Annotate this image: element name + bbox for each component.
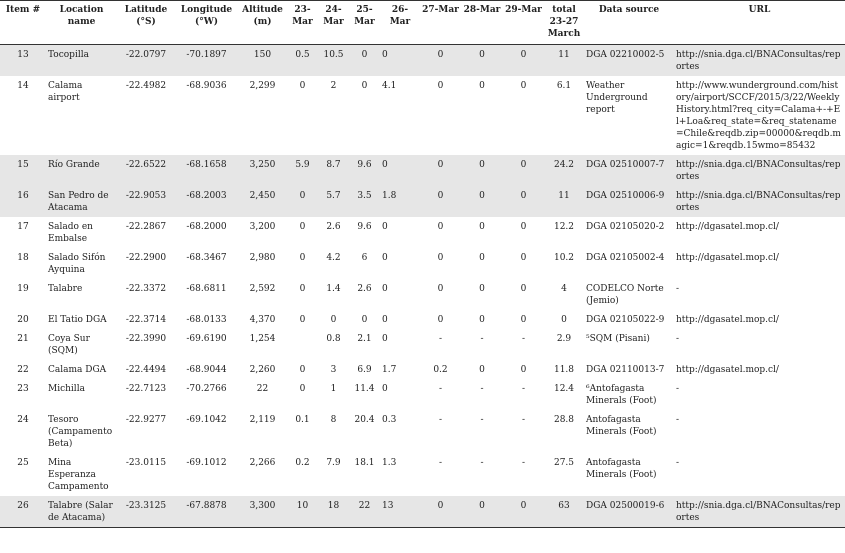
altitude-cell: 2,119 (249, 415, 276, 425)
altitude-cell: 1,254 (249, 334, 276, 344)
mar-27-cell: 0 (420, 496, 461, 528)
longitude-cell: -67.8878 (175, 496, 238, 528)
altitude-cell: 2,592 (249, 284, 276, 294)
header-total: total 23-27 March (544, 1, 584, 45)
data-source-cell: ⁶Antofagasta Minerals (Foot) (586, 384, 657, 406)
longitude-cell: -70.2766 (186, 384, 227, 394)
longitude-cell: -68.2000 (186, 222, 227, 232)
table-row (0, 410, 845, 453)
url-cell: http://dgasatel.mop.cl/ (676, 315, 779, 325)
mar-29-cell: - (521, 384, 526, 394)
mar-28-cell: 0 (479, 222, 485, 232)
mar-25-cell: 18.1 (354, 458, 375, 468)
item-number-cell: 14 (17, 81, 29, 91)
mar-29-cell: - (521, 334, 526, 344)
longitude-cell: -68.9036 (186, 81, 227, 91)
header-row (0, 1, 845, 45)
mar-23-cell: 0 (299, 365, 306, 375)
data-source-cell: DGA 02500019-6 (584, 496, 674, 528)
url-cell: http://snia.dga.cl/BNAConsultas/reportes (674, 45, 845, 77)
mar-25-cell: 22 (349, 496, 380, 528)
longitude-cell: -68.9044 (186, 365, 227, 375)
altitude-cell: 4,370 (249, 315, 276, 325)
mar-27-cell: - (438, 384, 443, 394)
mar-27-cell: 0 (437, 81, 444, 91)
total-cell: 12.4 (553, 384, 575, 394)
table-row (0, 329, 845, 360)
mar-28-cell: 0 (461, 45, 503, 77)
location-name-cell: Tesoro (Campamento Beta) (48, 415, 113, 449)
data-source-cell: Weather Underground report (586, 81, 648, 115)
mar-26-cell: 0 (382, 222, 388, 232)
mar-23-cell: 0 (299, 222, 306, 232)
mar-29-cell: 0 (520, 284, 527, 294)
table-row (0, 310, 845, 329)
mar-24-cell: 5.7 (318, 186, 349, 217)
mar-25-cell: 0 (361, 81, 368, 91)
mar-26-cell: 0 (382, 315, 388, 325)
data-source-cell: DGA 02110013-7 (586, 365, 665, 375)
table-row (0, 279, 845, 310)
mar-28-cell: - (480, 458, 484, 468)
mar-23-cell: 0 (299, 284, 306, 294)
url-cell: http://dgasatel.mop.cl/ (676, 222, 779, 232)
mar-29-cell: 0 (520, 365, 527, 375)
latitude-cell: -22.4494 (125, 365, 167, 375)
table-row (0, 186, 845, 217)
url-cell: http://snia.dga.cl/BNAConsultas/reportes (674, 155, 845, 186)
table-row (0, 379, 845, 410)
mar-24-cell: 2.6 (326, 222, 341, 232)
item-number-cell: 15 (0, 155, 46, 186)
mar-26-cell: 0 (380, 45, 420, 77)
header-24-mar: 24-Mar (318, 1, 349, 45)
header-25-mar: 25-Mar (349, 1, 380, 45)
mar-24-cell: 3 (330, 365, 337, 375)
mar-24-cell: 18 (318, 496, 349, 528)
mar-27-cell: 0 (420, 186, 461, 217)
mar-27-cell: 0 (420, 45, 461, 77)
mar-23-cell: 0.5 (287, 45, 318, 77)
total-cell: 10.2 (553, 253, 575, 263)
header-altitude: Altitude (m) (238, 1, 287, 45)
mar-23-cell: 0 (287, 186, 318, 217)
latitude-cell: -22.9277 (125, 415, 167, 425)
latitude-cell: -22.3372 (125, 284, 167, 294)
total-cell: 11.8 (553, 365, 575, 375)
data-source-cell: Antofagasta Minerals (Foot) (586, 458, 657, 480)
longitude-cell: -68.6811 (186, 284, 227, 294)
latitude-cell: -22.0797 (117, 45, 175, 77)
mar-27-cell: 0 (437, 315, 444, 325)
longitude-cell: -68.3467 (186, 253, 227, 263)
table-row (0, 76, 845, 155)
mar-27-cell: 0 (437, 253, 444, 263)
mar-29-cell: 0 (520, 315, 527, 325)
mar-24-cell: 2 (330, 81, 337, 91)
location-name-cell: Mina Esperanza Campamento (48, 458, 109, 492)
data-source-cell: DGA 02210002-5 (584, 45, 674, 77)
longitude-cell: -69.1042 (186, 415, 227, 425)
mar-29-cell: 0 (520, 222, 527, 232)
header-item-number: Item # (0, 1, 46, 45)
mar-25-cell: 2.1 (357, 334, 372, 344)
mar-26-cell: 0 (382, 253, 388, 263)
data-source-cell: DGA 02510007-7 (584, 155, 674, 186)
mar-27-cell: - (438, 415, 443, 425)
mar-25-cell: 9.6 (349, 155, 380, 186)
table-row (0, 453, 845, 496)
altitude-cell: 2,980 (249, 253, 276, 263)
url-cell: http://dgasatel.mop.cl/ (676, 253, 779, 263)
mar-23-cell: 0 (299, 253, 306, 263)
location-name-cell: Calama airport (48, 81, 83, 103)
altitude-cell: 2,450 (238, 186, 287, 217)
mar-29-cell: 0 (503, 45, 544, 77)
longitude-cell: -68.2003 (175, 186, 238, 217)
location-name-cell: Talabre (48, 284, 83, 294)
total-cell: 4 (561, 284, 567, 294)
mar-28-cell: 0 (479, 253, 485, 263)
mar-24-cell: 1 (330, 384, 337, 394)
longitude-cell: -69.6190 (186, 334, 227, 344)
latitude-cell: -22.2900 (125, 253, 167, 263)
item-number-cell: 25 (17, 458, 29, 468)
latitude-cell: -22.6522 (117, 155, 175, 186)
item-number-cell: 26 (0, 496, 46, 528)
url-cell: - (676, 415, 680, 425)
header-data-source: Data source (584, 1, 674, 45)
mar-24-cell: 4.2 (326, 253, 341, 263)
mar-28-cell: - (480, 384, 484, 394)
data-source-cell: DGA 02105002-4 (586, 253, 665, 263)
total-cell: 2.9 (556, 334, 572, 344)
mar-24-cell: 1.4 (326, 284, 341, 294)
table-row (0, 155, 845, 186)
item-number-cell: 20 (17, 315, 29, 325)
mar-28-cell: 0 (461, 496, 503, 528)
mar-27-cell: 0 (437, 222, 444, 232)
header-latitude: Latitude (°S) (117, 1, 175, 45)
header-26-mar: 26-Mar (380, 1, 420, 45)
mar-25-cell: 6.9 (357, 365, 372, 375)
mar-28-cell: 0 (479, 81, 485, 91)
latitude-cell: -22.3714 (125, 315, 167, 325)
header-location-name: Location name (46, 1, 117, 45)
url-cell: - (676, 334, 680, 344)
latitude-cell: -22.2867 (125, 222, 167, 232)
table-row (0, 45, 845, 77)
total-cell: 24.2 (544, 155, 584, 186)
mar-29-cell: - (521, 458, 526, 468)
altitude-cell: 3,200 (249, 222, 276, 232)
mar-24-cell: 0.8 (326, 334, 341, 344)
altitude-cell: 3,250 (238, 155, 287, 186)
mar-28-cell: 0 (461, 186, 503, 217)
mar-29-cell: 0 (503, 186, 544, 217)
mar-28-cell: 0 (479, 315, 485, 325)
mar-29-cell: 0 (520, 81, 527, 91)
mar-25-cell: 3.5 (349, 186, 380, 217)
mar-25-cell: 9.6 (357, 222, 372, 232)
header-23-mar: 23-Mar (287, 1, 318, 45)
table-body (0, 45, 845, 528)
table-row (0, 248, 845, 279)
mar-29-cell: 0 (520, 253, 527, 263)
url-cell: - (676, 384, 680, 394)
item-number-cell: 13 (0, 45, 46, 77)
mar-23-cell: 0.2 (295, 458, 310, 468)
mar-24-cell: 10.5 (318, 45, 349, 77)
url-cell: http://snia.dga.cl/BNAConsultas/reportes (674, 186, 845, 217)
latitude-cell: -23.3125 (117, 496, 175, 528)
latitude-cell: -22.4982 (125, 81, 167, 91)
mar-25-cell: 0 (349, 45, 380, 77)
mar-26-cell: 0 (382, 384, 388, 394)
item-number-cell: 19 (17, 284, 29, 294)
mar-29-cell: 0 (503, 496, 544, 528)
total-cell: 0 (561, 315, 567, 325)
mar-24-cell: 8 (330, 415, 337, 425)
header-27-mar: 27-Mar (420, 1, 461, 45)
mar-23-cell: 5.9 (287, 155, 318, 186)
mar-28-cell: - (480, 415, 484, 425)
total-cell: 11 (544, 45, 584, 77)
mar-25-cell: 0 (361, 315, 368, 325)
latitude-cell: -22.9053 (117, 186, 175, 217)
mar-24-cell: 7.9 (326, 458, 341, 468)
data-source-cell: DGA 02510006-9 (584, 186, 674, 217)
altitude-cell: 2,299 (249, 81, 276, 91)
mar-23-cell: 0 (299, 384, 306, 394)
total-cell: 63 (544, 496, 584, 528)
longitude-cell: -68.1658 (175, 155, 238, 186)
mar-28-cell: 0 (479, 365, 485, 375)
mar-25-cell: 2.6 (357, 284, 372, 294)
altitude-cell: 150 (238, 45, 287, 77)
location-name-cell: Michilla (48, 384, 85, 394)
mar-23-cell: 0 (299, 315, 306, 325)
mar-26-cell: 1.8 (380, 186, 420, 217)
mar-27-cell: - (438, 334, 443, 344)
longitude-cell: -68.0133 (186, 315, 227, 325)
mar-28-cell: 0 (461, 155, 503, 186)
item-number-cell: 24 (17, 415, 29, 425)
data-source-cell: ⁵SQM (Pisani) (586, 334, 650, 344)
total-cell: 6.1 (556, 81, 572, 91)
table-row (0, 217, 845, 248)
mar-23-cell (287, 329, 318, 360)
mar-24-cell: 0 (330, 315, 337, 325)
mar-25-cell: 11.4 (354, 384, 375, 394)
altitude-cell: 2,266 (249, 458, 276, 468)
mar-29-cell: 0 (503, 155, 544, 186)
url-cell: http://www.wunderground.com/history/airport/SCCF/2015/3/22/WeeklyHistory.html?req_city=Calama+-+El+Loa&req_state=&req_statename=Chile&reqdb.zip=00000&reqdb.magic=1&reqdb.15wmo=85432 (676, 81, 841, 151)
mar-28-cell: - (480, 334, 484, 344)
mar-26-cell: 4.1 (382, 81, 397, 91)
data-source-cell: CODELCO Norte (Jemio) (586, 284, 664, 306)
location-name-cell: Calama DGA (48, 365, 107, 375)
item-number-cell: 21 (17, 334, 29, 344)
data-source-cell: Antofagasta Minerals (Foot) (586, 415, 657, 437)
mar-23-cell: 0.1 (295, 415, 310, 425)
mar-27-cell: 0.2 (433, 365, 448, 375)
item-number-cell: 16 (0, 186, 46, 217)
mar-26-cell: 1.3 (382, 458, 397, 468)
header-longitude: Longitude (°W) (175, 1, 238, 45)
altitude-cell: 3,300 (238, 496, 287, 528)
location-name-cell: El Tatio DGA (48, 315, 107, 325)
mar-27-cell: - (438, 458, 443, 468)
mar-26-cell: 0 (382, 334, 388, 344)
header-29-mar: 29-Mar (503, 1, 544, 45)
mar-27-cell: 0 (420, 155, 461, 186)
longitude-cell: -70.1897 (175, 45, 238, 77)
mar-27-cell: 0 (437, 284, 444, 294)
total-cell: 27.5 (553, 458, 575, 468)
mar-26-cell: 0.3 (382, 415, 397, 425)
location-name-cell: Salado Sifón Ayquina (48, 253, 106, 275)
table-row (0, 360, 845, 379)
mar-24-cell: 8.7 (318, 155, 349, 186)
location-name-cell: Coya Sur (SQM) (48, 334, 90, 356)
mar-28-cell: 0 (479, 284, 485, 294)
url-cell: http://dgasatel.mop.cl/ (676, 365, 779, 375)
url-cell: - (676, 458, 680, 468)
item-number-cell: 17 (17, 222, 29, 232)
latitude-cell: -23.0115 (125, 458, 167, 468)
altitude-cell: 2,260 (249, 365, 276, 375)
item-number-cell: 22 (17, 365, 29, 375)
table-row (0, 496, 845, 528)
location-name-cell: Río Grande (46, 155, 117, 186)
total-cell: 11 (544, 186, 584, 217)
data-source-cell: DGA 02105020-2 (586, 222, 665, 232)
total-cell: 28.8 (553, 415, 575, 425)
mar-29-cell: - (521, 415, 526, 425)
item-number-cell: 23 (17, 384, 29, 394)
mar-26-cell: 1.7 (382, 365, 397, 375)
mar-26-cell: 13 (380, 496, 420, 528)
mar-26-cell: 0 (380, 155, 420, 186)
total-cell: 12.2 (553, 222, 575, 232)
latitude-cell: -22.3990 (125, 334, 167, 344)
location-name-cell: Talabre (Salar de Atacama) (46, 496, 117, 528)
mar-23-cell: 10 (287, 496, 318, 528)
header-28-mar: 28-Mar (461, 1, 503, 45)
mar-26-cell: 0 (382, 284, 388, 294)
location-name-cell: San Pedro de Atacama (46, 186, 117, 217)
location-name-cell: Tocopilla (46, 45, 117, 77)
latitude-cell: -22.7123 (125, 384, 167, 394)
mar-23-cell: 0 (299, 81, 306, 91)
altitude-cell: 22 (256, 384, 269, 394)
url-cell: - (676, 284, 680, 294)
mar-25-cell: 6 (361, 253, 368, 263)
mar-25-cell: 20.4 (354, 415, 375, 425)
data-source-cell: DGA 02105022-9 (586, 315, 665, 325)
item-number-cell: 18 (17, 253, 29, 263)
longitude-cell: -69.1012 (186, 458, 227, 468)
url-cell: http://snia.dga.cl/BNAConsultas/reportes (674, 496, 845, 528)
header-url: URL (674, 1, 845, 45)
location-name-cell: Salado en Embalse (48, 222, 93, 244)
